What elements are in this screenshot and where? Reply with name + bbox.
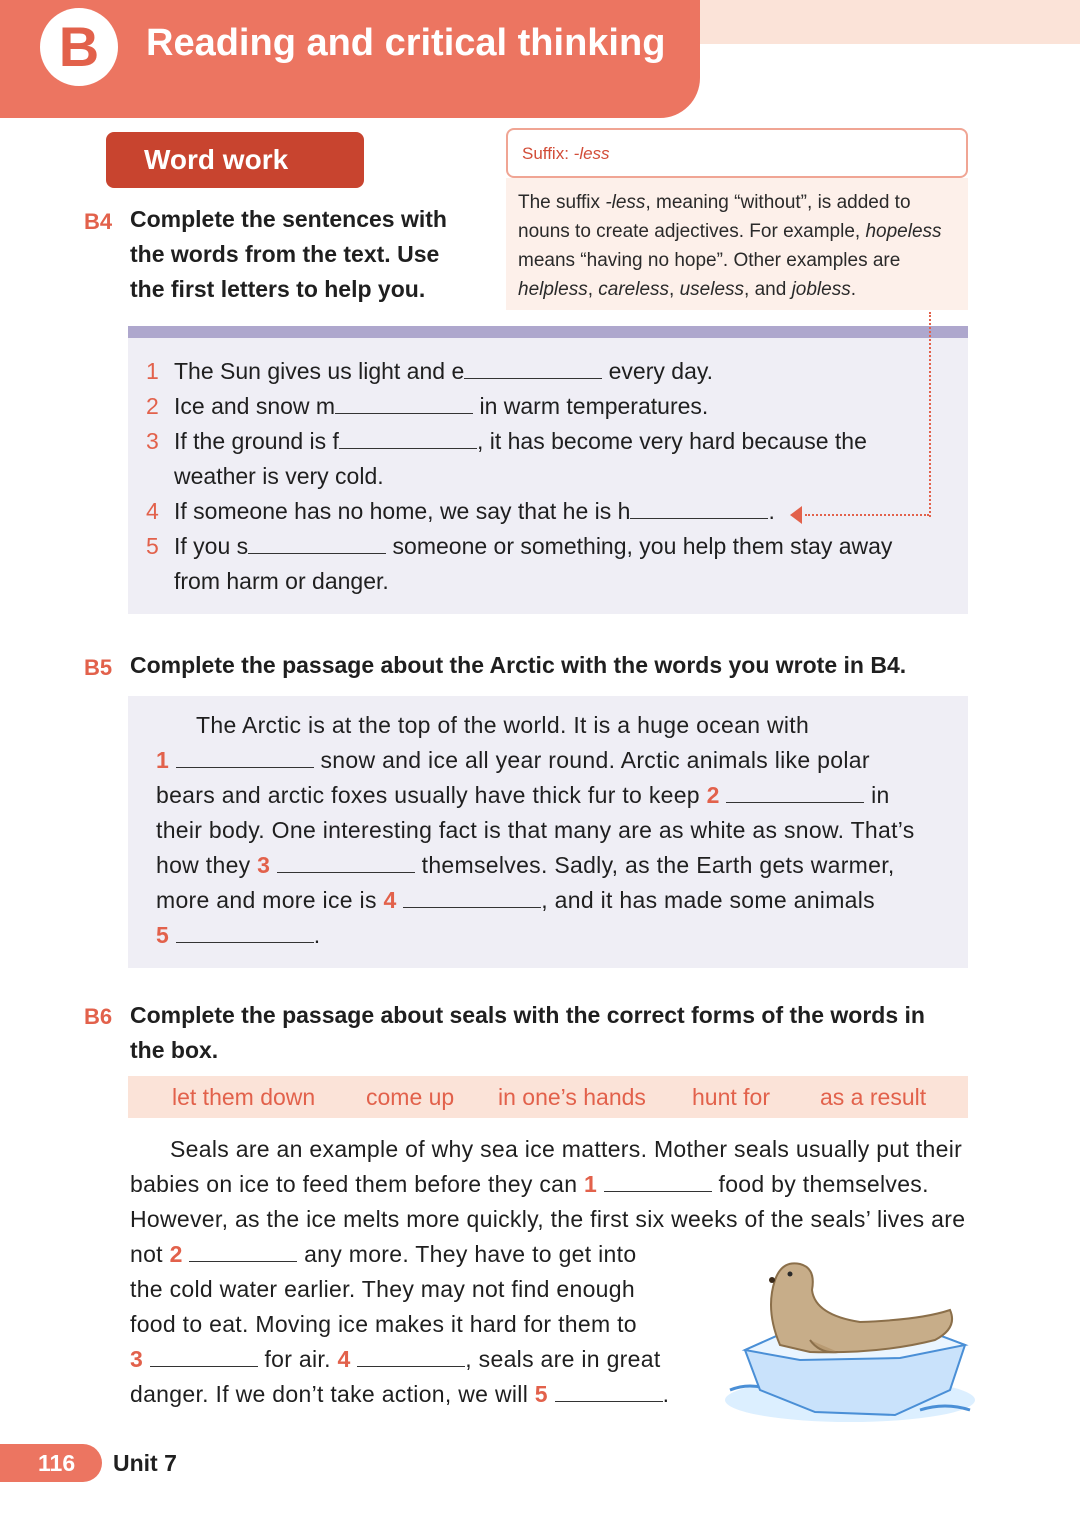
word-box-item: let them down [172, 1084, 316, 1110]
passage-text: for air. [257, 1346, 338, 1372]
passage-text: . [313, 922, 321, 948]
exercise-number-b6: B6 [84, 1004, 113, 1029]
item-number: 2 [146, 393, 159, 419]
passage-text: bears and arctic foxes usually have thick fur to keep [156, 782, 707, 808]
b4-instruction-line: Complete the sentences with [130, 206, 447, 232]
passage-text: food by themselves. [711, 1171, 929, 1197]
passage-line: their body. One interesting fact is that many are as white as snow. That’s [156, 817, 915, 843]
tip-text: , meaning “without”, is added to [645, 192, 911, 213]
answer-blank[interactable] [464, 360, 602, 379]
tip-text: , and [744, 279, 792, 300]
exercise-number-b4: B4 [84, 209, 113, 234]
b5-passage [156, 708, 940, 953]
blank-number: 4 [337, 1346, 351, 1372]
word-work-label: Word work [106, 132, 364, 188]
seal-nose [769, 1277, 775, 1283]
answer-blank[interactable] [277, 854, 415, 873]
tip-text: nouns to create adjectives. For example, [518, 221, 866, 242]
answer-blank[interactable] [403, 889, 541, 908]
tip-box-body [506, 178, 968, 310]
list-item [146, 529, 946, 564]
tip-text: . [850, 279, 856, 300]
passage-line: Seals are an example of why sea ice matters. Mother seals usually put their [170, 1136, 963, 1162]
answer-blank[interactable] [630, 500, 768, 519]
blank-number: 1 [156, 747, 170, 773]
passage-line [156, 848, 940, 883]
item-number: 4 [146, 498, 159, 524]
item-text: in warm temperatures. [473, 393, 709, 419]
answer-blank[interactable] [150, 1348, 258, 1367]
item-text: . [768, 498, 775, 524]
answer-blank[interactable] [335, 395, 473, 414]
passage-text: , and it has made some animals [541, 887, 875, 913]
answer-blank[interactable] [176, 749, 314, 768]
list-item [146, 354, 946, 389]
b6-instruction [130, 998, 925, 1068]
passage-line: The Arctic is at the top of the world. It is a huge ocean with [196, 712, 810, 738]
answer-blank[interactable] [189, 1243, 297, 1262]
seal-on-ice-icon [720, 1250, 980, 1430]
tip-box-title [506, 128, 968, 178]
list-item-continuation: weather is very cold. [174, 463, 384, 489]
banner-strip [700, 0, 1080, 44]
b5-instruction: Complete the passage about the Arctic with the words you wrote in B4. [130, 652, 907, 678]
section-title: Reading and critical thinking [146, 22, 666, 64]
list-item [146, 389, 946, 424]
word-box-item: as a result [820, 1084, 927, 1110]
passage-text: snow and ice all year round. Arctic animals like polar [313, 747, 870, 773]
passage-line [156, 918, 940, 953]
blank-number: 5 [534, 1381, 548, 1407]
item-text: every day. [602, 358, 714, 384]
seal-eye [788, 1272, 793, 1277]
passage-line [156, 743, 940, 778]
b6-instruction-line: Complete the passage about seals with the correct forms of the words in [130, 1002, 925, 1028]
passage-line [130, 1167, 972, 1202]
passage-line [156, 778, 940, 813]
answer-blank[interactable] [357, 1348, 465, 1367]
item-text: , it has become very hard because the [476, 428, 867, 454]
b4-instruction-line: the words from the text. Use [130, 241, 440, 267]
list-item [146, 494, 946, 529]
blank-number: 5 [156, 922, 170, 948]
passage-text: not [130, 1241, 170, 1267]
item-number: 5 [146, 533, 159, 559]
blank-number: 1 [584, 1171, 598, 1197]
passage-text: . [662, 1381, 670, 1407]
b4-instruction [130, 202, 447, 307]
passage-text: how they [156, 852, 258, 878]
list-item-continuation: from harm or danger. [174, 568, 389, 594]
blank-number: 2 [706, 782, 720, 808]
item-text: someone or something, you help them stay away [386, 533, 893, 559]
tip-text-em: useless [679, 279, 745, 300]
answer-blank[interactable] [555, 1383, 663, 1402]
blank-number: 2 [169, 1241, 183, 1267]
answer-blank[interactable] [248, 535, 386, 554]
passage-text: any more. They have to get into [297, 1241, 637, 1267]
tip-text: , [669, 279, 680, 300]
answer-blank[interactable] [339, 430, 477, 449]
passage-text: more and more ice is [156, 887, 384, 913]
b4-panel-top-bar [128, 326, 968, 338]
tip-text-em: helpless [518, 279, 588, 300]
unit-label: Unit 7 [113, 1450, 177, 1476]
page-number: 116 [0, 1444, 102, 1482]
passage-text: babies on ice to feed them before they can [130, 1171, 585, 1197]
tip-text-em: hopeless [865, 221, 942, 242]
exercise-number-b5: B5 [84, 655, 113, 680]
tip-text: , [587, 279, 599, 300]
answer-blank[interactable] [604, 1173, 712, 1192]
tip-title-suffix: -less [573, 144, 610, 163]
answer-blank[interactable] [176, 924, 314, 943]
tip-text: means “having no hope”. Other examples are [518, 250, 901, 271]
section-letter-badge: B [40, 8, 118, 86]
b4-instruction-line: the first letters to help you. [130, 276, 426, 302]
word-box-item: come up [366, 1084, 455, 1110]
tip-text: The suffix [518, 192, 606, 213]
blank-number: 3 [130, 1346, 144, 1372]
seal-body [771, 1263, 952, 1352]
item-number: 3 [146, 428, 159, 454]
word-box-item: hunt for [692, 1084, 770, 1110]
answer-blank[interactable] [726, 784, 864, 803]
passage-text: themselves. Sadly, as the Earth gets warmer, [414, 852, 895, 878]
blank-number: 4 [383, 887, 397, 913]
passage-line: the cold water earlier. They may not find enough [130, 1276, 635, 1302]
passage-text: in [864, 782, 890, 808]
passage-line: However, as the ice melts more quickly, the first six weeks of the seals’ lives are [130, 1206, 966, 1232]
tip-text-em: careless [598, 279, 670, 300]
word-box-item: in one’s hands [498, 1084, 646, 1110]
b4-sentence-list [146, 354, 946, 599]
tip-text-em: jobless [791, 279, 851, 300]
item-text: The Sun gives us light and e [174, 358, 465, 384]
passage-text: , seals are in great [465, 1346, 661, 1372]
item-number: 1 [146, 358, 159, 384]
tip-text-em: -less [605, 192, 646, 213]
passage-line [156, 883, 940, 918]
tip-title-prefix: Suffix: [522, 144, 574, 163]
item-text: If someone has no home, we say that he is h [174, 498, 631, 524]
passage-text: danger. If we don’t take action, we will [130, 1381, 535, 1407]
b6-instruction-line: the box. [130, 1037, 219, 1063]
passage-line: food to eat. Moving ice makes it hard for them to [130, 1311, 637, 1337]
item-text: If the ground is f [174, 428, 339, 454]
item-text: If you s [174, 533, 249, 559]
blank-number: 3 [257, 852, 271, 878]
list-item [146, 424, 946, 459]
item-text: Ice and snow m [174, 393, 336, 419]
